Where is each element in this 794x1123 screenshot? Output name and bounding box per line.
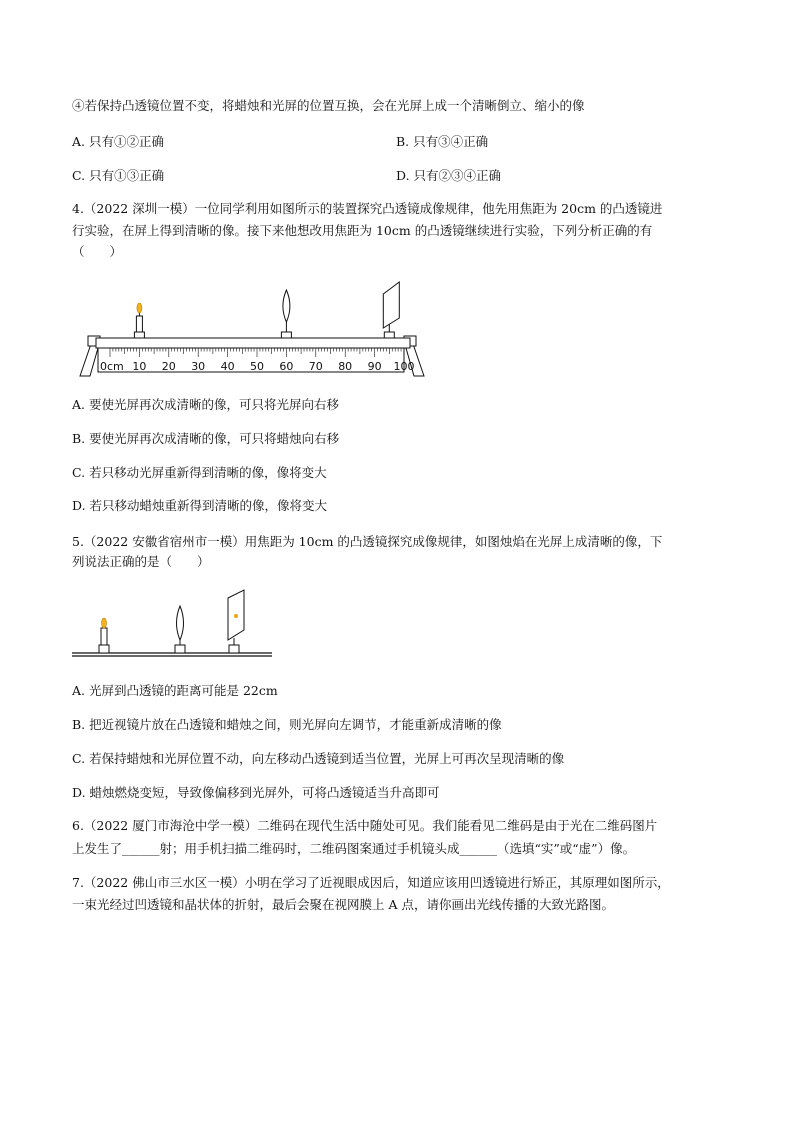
q4-option-a: A. 要使光屏再次成清晰的像，可只将光屏向右移 [72,397,339,412]
ruler-tick-label: 80 [338,360,353,373]
q3-option-a: A. 只有①②正确 [72,134,164,149]
q4-option-c: C. 若只移动光屏重新得到清晰的像，像将变大 [72,465,327,480]
q5-option-d: D. 蜡烛燃烧变短，导致像偏移到光屏外，可将凸透镜适当升高即可 [72,785,440,800]
image-spot [234,614,238,618]
q5-stem-line2: 列说法正确的是（ ） [72,554,210,569]
optical-bench-figure [72,590,282,660]
convex-lens [281,290,291,338]
q4-option-b: B. 要使光屏再次成清晰的像，可只将蜡烛向右移 [72,431,340,446]
q6-stem-line2: 上发生了______射；用手机扫描二维码时，二维码图案通过手机镜头成______（选填“实”或“虚”）像。 [72,841,636,856]
q3-option-b: B. 只有③④正确 [396,134,489,149]
ruler-tick-label: 60 [279,360,294,373]
q4-option-d: D. 若只移动蜡烛重新得到清晰的像，像将变大 [72,498,328,513]
q5-option-b: B. 把近视镜片放在凸透镜和蜡烛之间，则光屏向左调节，才能重新成清晰的像 [72,717,502,732]
q7-stem-line2: 一束光经过凹透镜和晶状体的折射，最后会聚在视网膜上 A 点，请你画出光线传播的大致光路图。 [72,897,614,912]
ruler-tick-label: 20 [161,360,176,373]
q4-stem-line2: 行实验，在屏上得到清晰的像。接下来他想改用焦距为 10cm 的凸透镜继续进行实验，下列分析正确的有 [72,223,653,238]
ruler-unit-label: 0cm [100,360,124,373]
light-screen [228,590,244,653]
ruler-tick-label: 90 [367,360,382,373]
optical-bench-ruler-figure [72,286,452,386]
ruler-tick-label: 40 [220,360,235,373]
light-screen [383,282,399,338]
ruler-tick-label: 70 [308,360,323,373]
ruler-tick-label: 100 [393,360,415,373]
q5-stem-line1: 5.（2022 安徽省宿州市一模）用焦距为 10cm 的凸透镜探究成像规律，如图烛焰在光屏上成清晰的像，下 [72,534,663,549]
q3-option-c: C. 只有①③正确 [72,168,165,183]
q5-option-c: C. 若保持蜡烛和光屏位置不动，向左移动凸透镜到适当位置，光屏上可再次呈现清晰的像 [72,751,565,766]
ruler-tick-label: 50 [250,360,264,373]
convex-lens [175,606,185,653]
ruler-tick-label: 10 [132,360,147,373]
q4-stem-line1: 4.（2022 深圳一模）一位同学利用如图所示的装置探究凸透镜成像规律，他先用焦距为 20cm 的凸透镜进 [72,201,663,216]
q7-stem-line1: 7.（2022 佛山市三水区一模）小明在学习了近视眼成因后，知道应该用凹透镜进行矫正，其原理如图所示， [72,875,670,890]
q3-item4: ④若保持凸透镜位置不变，将蜡烛和光屏的位置互换，会在光屏上成一个清晰倒立、缩小的像 [72,98,585,113]
candle [99,618,109,653]
q6-stem-line1: 6.（2022 厦门市海沧中学一模）二维码在现代生活中随处可见。我们能看见二维码是由于光在二维码图片 [72,818,658,833]
candle [134,303,144,338]
q5-option-a: A. 光屏到凸透镜的距离可能是 22cm [72,683,278,698]
q4-stem-line3: （ ） [72,244,123,259]
q3-option-d: D. 只有②③④正确 [396,168,502,183]
ruler-tick-label: 30 [191,360,206,373]
bench-track [96,338,410,348]
